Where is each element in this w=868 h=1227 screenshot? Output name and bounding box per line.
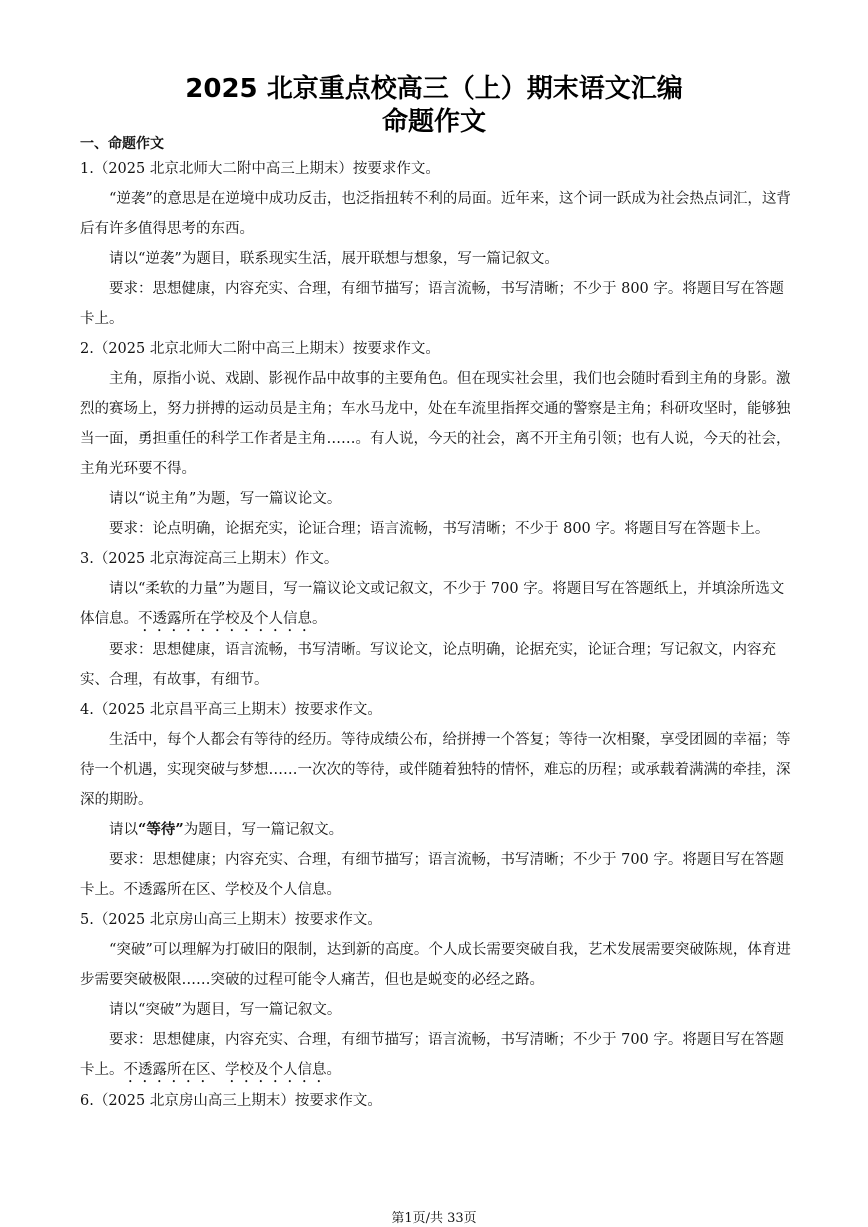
requirements-text: 要求：思想健康，内容充实、合理，有细节描写；语言流畅，书写清晰；不少于 700 字。将题目写在答题卡上。 (80, 1032, 784, 1078)
question-6 (80, 1086, 792, 1116)
prompt-end: 。 (312, 611, 327, 627)
question-header: 6.（2025 北京房山高三上期末）按要求作文。 (80, 1093, 382, 1109)
question-header: 4.（2025 北京昌平高三上期末）按要求作文。 (80, 702, 382, 718)
question-header: 3.（2025 北京海淀高三上期末）作文。 (80, 551, 339, 567)
question-requirements: 要求：思想健康；内容充实、合理，有细节描写；语言流畅，书写清晰；不少于 700 字。将题目写在答题卡上。不透露所在区、学校及个人信息。 (80, 852, 784, 898)
prompt-text: 请以“柔软的力量”为题目，写一篇议论文或记叙文，不少于 700 字。将题目写在答题纸上，并填涂所选文体信息。 (80, 581, 785, 627)
emphasis-dotted-text: 不透露所在区、学校及个人信息 (123, 1062, 327, 1078)
question-prompt: 请以“逆袭”为题目，联系现实生活，展开联想与想象，写一篇记叙文。 (109, 251, 559, 267)
question-prompt (80, 574, 792, 635)
question-paragraph: “逆袭”的意思是在逆境中成功反击，也泛指扭转不利的局面。近年来，这个词一跃成为社会热点词汇，这背后有许多值得思考的东西。 (80, 191, 791, 237)
question-prompt: 请以“突破”为题目，写一篇记叙文。 (109, 1002, 342, 1018)
prompt-topic-bold: “等待” (138, 821, 184, 838)
question-prompt (80, 815, 792, 845)
question-1 (80, 154, 792, 334)
question-paragraph: “突破”可以理解为打破旧的限制，达到新的高度。个人成长需要突破自我，艺术发展需要突破陈规，体育进步需要突破极限……突破的过程可能令人痛苦，但也是蜕变的必经之路。 (80, 942, 791, 988)
page-footer: 第1页/共 33页 (391, 1211, 477, 1226)
prompt-post: 为题目，写一篇记叙文。 (183, 822, 344, 838)
question-prompt: 请以“说主角”为题，写一篇议论文。 (109, 491, 342, 507)
question-paragraph: 生活中，每个人都会有等待的经历。等待成绩公布，给拼搏一个答复；等待一次相聚，享受团圆的幸福；等待一个机遇，实现突破与梦想……一次次的等待，或伴随着独特的情怀，难忘的历程；或承载着满满的牵挂，深深的期盼。 (80, 732, 791, 808)
question-requirements: 要求：论点明确，论据充实，论证合理；语言流畅，书写清晰；不少于 800 字。将题目写在答题卡上。 (109, 521, 770, 537)
emphasis-dotted-text: 不透露所在学校及个人信息 (138, 611, 312, 627)
question-header: 5.（2025 北京房山高三上期末）按要求作文。 (80, 912, 382, 928)
question-4 (80, 695, 792, 905)
question-requirements: 要求：思想健康，内容充实、合理，有细节描写；语言流畅，书写清晰；不少于 800 字。将题目写在答题卡上。 (80, 281, 784, 327)
question-requirements (80, 1025, 792, 1086)
requirements-end: 。 (326, 1062, 341, 1078)
question-paragraph: 主角，原指小说、戏剧、影视作品中故事的主要角色。但在现实社会里，我们也会随时看到主角的身影。激烈的赛场上，努力拼搏的运动员是主角；车水马龙中，处在车流里指挥交通的警察是主角；科研攻坚时，能够独当一面，勇担重任的科学工作者是主角……。有人说，今天的社会，离不开主角引领；也有人说，今天的社会，主角光环要不得。 (80, 371, 791, 477)
prompt-pre: 请以 (109, 822, 138, 838)
question-header: 2.（2025 北京北师大二附中高三上期末）按要求作文。 (80, 341, 440, 357)
question-3 (80, 544, 792, 695)
question-requirements: 要求：思想健康，语言流畅，书写清晰。写议论文，论点明确，论据充实，论证合理；写记叙文，内容充实、合理，有故事，有细节。 (80, 642, 776, 688)
question-5 (80, 905, 792, 1086)
page-title: 2025 北京重点校高三（上）期末语文汇编 (185, 74, 683, 104)
question-header: 1.（2025 北京北师大二附中高三上期末）按要求作文。 (80, 161, 440, 177)
section-heading: 一、命题作文 (80, 136, 164, 152)
question-2 (80, 334, 792, 544)
document-body (80, 134, 792, 1116)
page-subtitle: 命题作文 (381, 107, 486, 137)
